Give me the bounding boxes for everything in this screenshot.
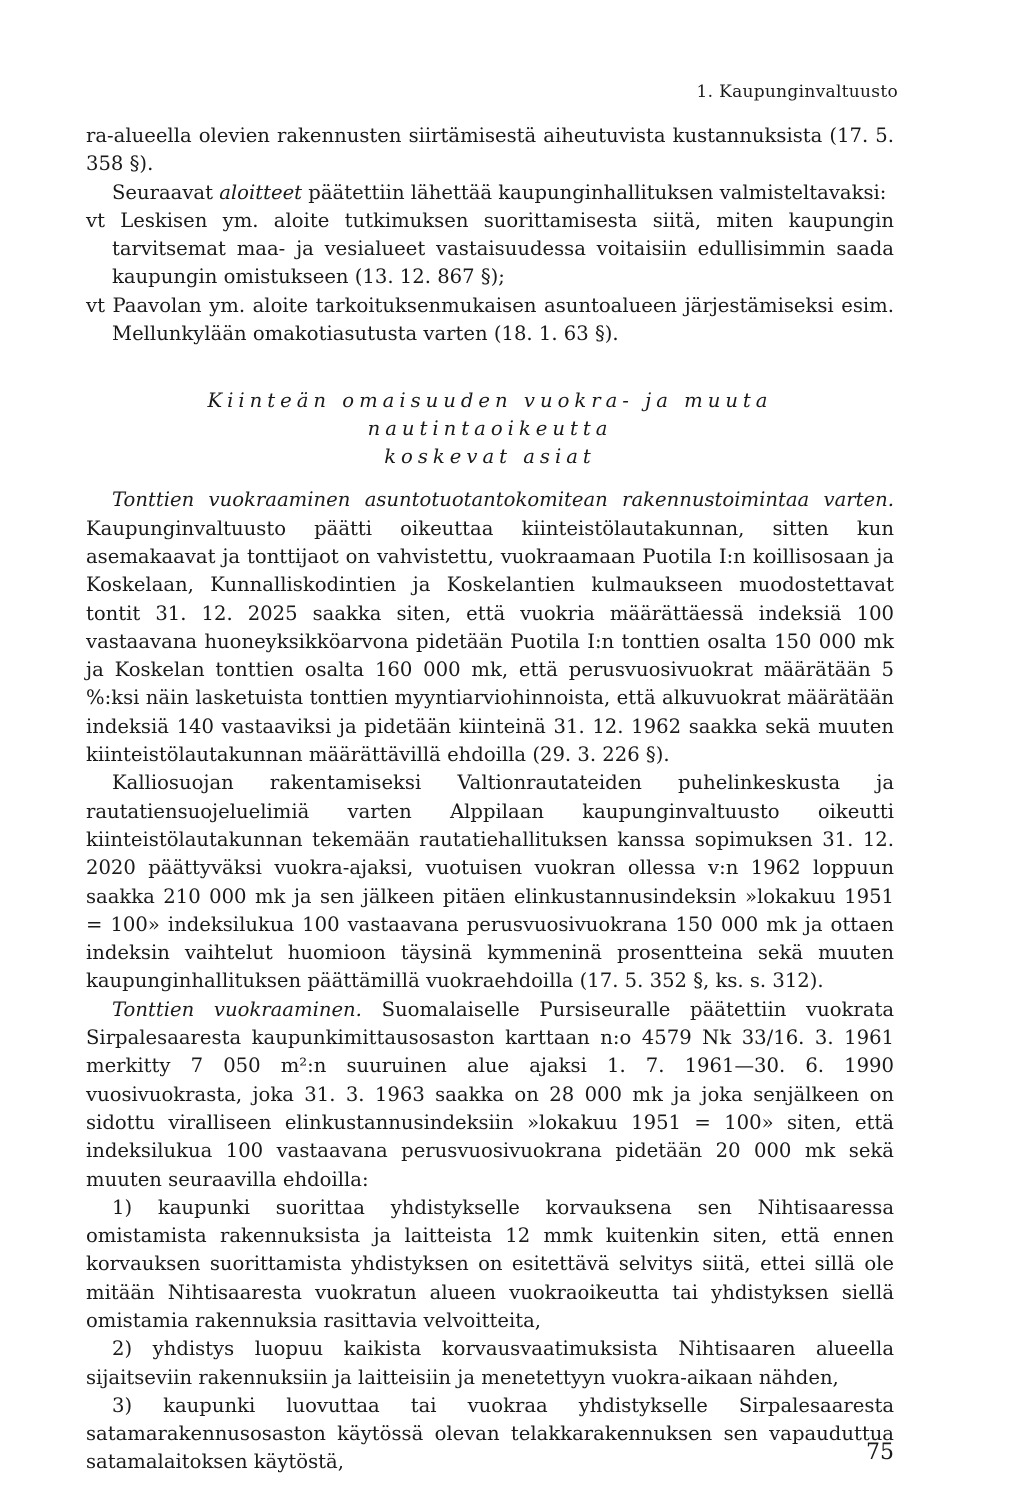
list-item: 3) kaupunki luovuttaa tai vuokraa yhdistykselle Sirpalesaaresta satamarakennusosaston käytössä olevan telakkarakennuksen sen vapauduttua satamalaitoksen käytöstä, xyxy=(86,1393,894,1474)
paragraph-plot-lease xyxy=(86,996,894,1194)
paragraph-rock-shelter: Kalliosuojan rakentamiseksi Valtionrautateiden puhelinkeskusta ja rautatiensuojeluelimiä varten Alppilaan kaupunginvaltuusto oikeutti kiinteistölautakunnan tekemään rautatiehallituksen kanssa sopimuksen 31. 12. 2020 päättyväksi vuokra-ajaksi, vuotuisen vuokran ollessa v:n 1962 loppuun saakka 210 000 mk ja sen jälkeen pitäen elinkustannusindeksin »lokakuu 1951 = 100» indeksilukua 100 vastaavana perusvuosivuokrana 150 000 mk ja ottaen indeksin vaihtelut huomioon täysinä kymmeninä prosentteina sekä muuten kaupunginhallituksen päättämillä vuokraehdoilla (17. 5. 352 §, ks. s. 312). xyxy=(86,771,894,993)
paragraph-initiative-leskinen: vt Leskisen ym. aloite tutkimuksen suorittamisesta siitä, miten kaupungin tarvitsemat maa- ja vesialueet vastaisuudessa voitaisiin edullisimmin saada kaupungin omistukseen (13. 12. 867 §); xyxy=(86,208,894,289)
paragraph-continuation: ra-alueella olevien rakennusten siirtämisestä aiheutuvista kustannuksista (17. 5. 358 §). xyxy=(86,124,894,176)
list-item: 2) yhdistys luopuu kaikista korvausvaatimuksista Nihtisaaren alueella sijaitseviin rakennuksiin ja laitteisiin ja menetettyyn vuokra-aikaan nähden, xyxy=(86,1337,894,1389)
page-number: 75 xyxy=(866,1440,894,1465)
paragraph-initiative-paavola: vt Paavolan ym. aloite tarkoituksenmukaisen asuntoalueen järjestämiseksi esim. Mellunkylään omakotiasutusta varten (18. 1. 63 §). xyxy=(86,293,894,346)
section-heading xyxy=(86,387,894,471)
paragraph-title: Tonttien vuokraaminen. xyxy=(112,997,362,1021)
text-run: Kaupunginvaltuusto päätti oikeuttaa kiinteistölautakunnan, sitten kun asemakaavat ja tonttijaot on vahvistettu, vuokraamaan Puotila I:n koillisosaan ja Koskelaan, Kunnalliskodintien ja Koskelantien kulmaukseen muodostettavat tontit 31. 12. 2025 saakka siten, että vuokria määrättäessä indeksiä 100 vastaavana huoneyksikköarvona pidetään Puotila I:n tonttien osalta 150 000 mk ja Koskelan tonttien osalta 160 000 mk, että perusvuosivuokrat määrätään 5 %:ksi näin lasketuista tonttien myyntiarviohinnoista, että alkuvuokrat määrätään indeksiä 140 vastaaviksi ja pidetään kiinteinä 31. 12. 1962 saakka sekä muuten kiinteistölautakunnan määrättävillä ehdoilla (29. 3. 226 §). xyxy=(86,516,894,767)
text-run: Suomalaiselle Pursiseuralle päätettiin vuokrata Sirpalesaaresta kaupunkimittausosaston karttaan n:o 4579 Nk 33/16. 3. 1961 merkitty 7 050 m²:n suuruinen alue ajaksi 1. 7. 1961—30. 6. 1990 vuosivuokrasta, joka 31. 3. 1963 saakka on 28 000 mk ja joka senjälkeen on sidottu viralliseen elinkustannusindeksiin »lokakuu 1951 = 100» siten, että indeksilukua 100 vastaavana perusvuosivuokrana pidetään 20 000 mk sekä muuten seuraavilla ehdoilla: xyxy=(86,997,894,1191)
paragraph-title: Tonttien vuokraaminen asuntotuotantokomitean rakennustoimintaa varten. xyxy=(112,488,894,512)
emphasis-text: aloitteet xyxy=(219,180,303,204)
body-text xyxy=(86,122,894,1477)
section-heading-line: Kiinteän omaisuuden vuokra- ja muuta nautintaoikeutta xyxy=(207,389,773,441)
text-run: päätettiin lähettää kaupunginhallituksen valmisteltavaksi: xyxy=(302,180,887,204)
list-item: 1) kaupunki suorittaa yhdistykselle korvauksena sen Nihtisaaressa omistamista rakennuksista ja laitteista 12 mmk kuitenkin siten, että ennen korvauksen suorittamista yhdistyksen on esitettävä selvitys siitä, ettei sillä ole mitään Nihtisaaresta vuokratun alueen vuokraoikeutta tai yhdistyksen siellä omistamia rakennuksia rasittavia velvoitteita, xyxy=(86,1195,894,1332)
document-page xyxy=(86,0,898,1494)
paragraph-plot-lease-housing xyxy=(86,486,894,769)
section-heading-line: koskevat asiat xyxy=(384,445,596,469)
running-header: 1. Kaupunginvaltuusto xyxy=(696,82,898,102)
paragraph-initiatives-intro xyxy=(86,179,894,207)
text-run: Seuraavat xyxy=(112,180,220,204)
